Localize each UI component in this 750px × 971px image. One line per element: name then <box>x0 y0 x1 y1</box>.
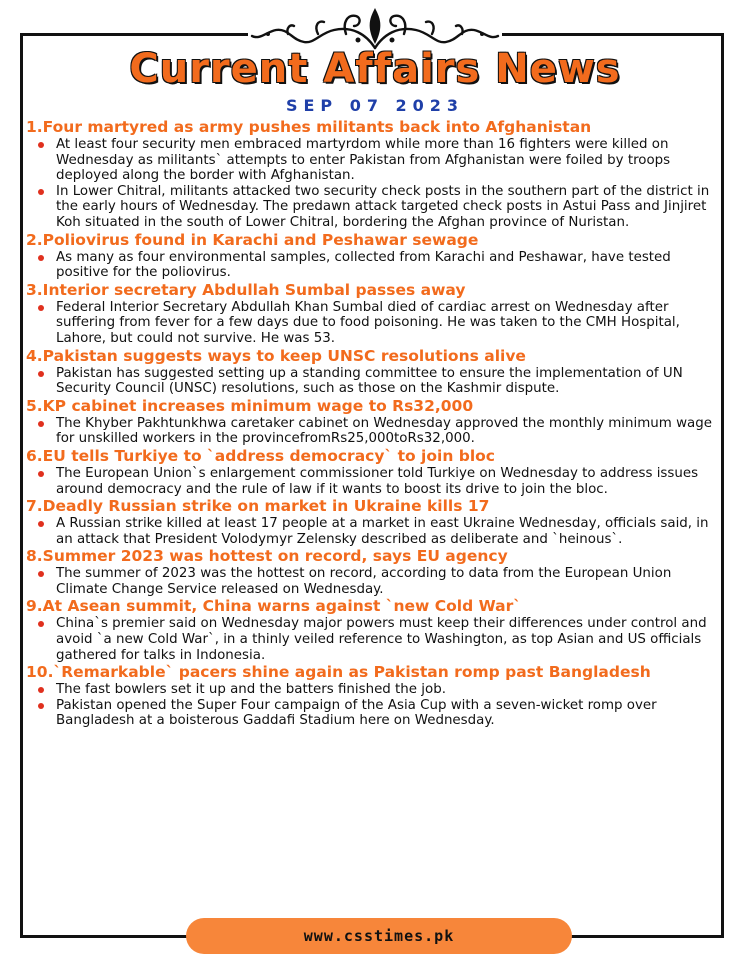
bullet-icon <box>38 621 44 627</box>
news-point: The fast bowlers set it up and the batters finished the job. <box>56 682 446 698</box>
news-headline: 5.KP cabinet increases minimum wage to Rs32,000 <box>26 396 474 415</box>
bullet-icon <box>38 142 44 148</box>
news-list <box>26 118 720 729</box>
page-title: Current Affairs News <box>129 46 621 92</box>
news-headline: 10.`Remarkable` pacers shine again as Pakistan romp past Bangladesh <box>26 663 651 682</box>
bullet-icon <box>38 189 44 195</box>
news-point: The European Union`s enlargement commissioner told Turkiye on Wednesday to address issues around democracy and the rule of law if it wants to boost its drive to join the bloc. <box>56 465 699 497</box>
news-item-6 <box>26 447 720 497</box>
list-item <box>26 516 720 547</box>
list-item <box>26 250 720 281</box>
news-item-5 <box>26 397 720 447</box>
news-item-9 <box>26 597 720 663</box>
news-item-4 <box>26 347 720 397</box>
news-point: The summer of 2023 was the hottest on record, according to data from the European Union Climate Change Service released on Wednesday. <box>56 566 672 597</box>
news-point: Pakistan opened the Super Four campaign of the Asia Cup with a seven-wicket romp over Bangladesh at a boisterous Gaddafi Stadium here on Wednesday. <box>56 697 657 729</box>
bullet-icon <box>38 521 44 527</box>
bullet-icon <box>38 703 44 709</box>
list-item <box>26 566 720 597</box>
list-item <box>26 416 720 447</box>
news-item-2 <box>26 231 720 281</box>
bullet-icon <box>38 305 44 311</box>
news-item-10 <box>26 663 720 729</box>
list-item <box>26 616 720 663</box>
flourish-ornament-icon <box>248 4 502 52</box>
list-item <box>26 698 720 729</box>
bullet-icon <box>38 471 44 477</box>
news-headline: 4.Pakistan suggests ways to keep UNSC resolutions alive <box>26 346 526 365</box>
news-headline: 8.Summer 2023 was hottest on record, says EU agency <box>26 547 508 566</box>
news-headline: 2.Poliovirus found in Karachi and Peshawar sewage <box>26 230 479 249</box>
news-item-3 <box>26 281 720 347</box>
bullet-icon <box>38 255 44 261</box>
news-item-7 <box>26 497 720 547</box>
news-point: The Khyber Pakhtunkhwa caretaker cabinet on Wednesday approved the monthly minimum wage for unskilled workers in the provincefromRs25,000toRs32,000. <box>56 415 712 447</box>
page-date: SEP 07 2023 <box>285 96 465 115</box>
news-point: As many as four environmental samples, collected from Karachi and Peshawar, have tested positive for the poliovirus. <box>56 249 671 281</box>
bullet-icon <box>38 421 44 427</box>
news-headline: 9.At Asean summit, China warns against `new Cold War` <box>26 597 521 616</box>
list-item <box>26 300 720 347</box>
news-point: A Russian strike killed at least 17 people at a market in east Ukraine Wednesday, officials said, in an attack that President Volodymyr Zelensky described as deliberate and `heinous`. <box>56 516 709 547</box>
list-item <box>26 682 720 698</box>
news-headline: 1.Four martyred as army pushes militants back into Afghanistan <box>26 118 592 136</box>
news-headline: 6.EU tells Turkiye to `address democracy` to join bloc <box>26 446 495 465</box>
news-point: China`s premier said on Wednesday major powers must keep their differences under control and avoid `a new Cold War`, in a thinly veiled reference to Washington, as top Asian and US officials gathered for talks in Indonesia. <box>56 616 707 663</box>
news-headline: 3.Interior secretary Abdullah Sumbal passes away <box>26 280 466 299</box>
news-point: Pakistan has suggested setting up a standing committee to ensure the implementation of UN Security Council (UNSC) resolutions, such as those on the Kashmir dispute. <box>56 365 683 397</box>
website-link[interactable]: www.csstimes.pk <box>186 918 572 954</box>
news-item-1 <box>26 118 720 231</box>
bullet-icon <box>38 571 44 577</box>
news-headline: 7.Deadly Russian strike on market in Ukraine kills 17 <box>26 497 490 516</box>
news-point: At least four security men embraced martyrdom while more than 16 fighters were killed on Wednesday as militants` attempts to enter Pakistan from Afghanistan were foiled by troops deployed along the border with Afghanistan. <box>56 137 671 184</box>
bullet-icon <box>38 371 44 377</box>
list-item <box>26 466 720 497</box>
bullet-icon <box>38 687 44 693</box>
news-item-8 <box>26 547 720 597</box>
news-point: In Lower Chitral, militants attacked two security check posts in the southern part of the district in the early hours of Wednesday. The predawn attack targeted check posts in Astui Pass and Jinjiret Koh situated in the south of Lower Chitral, bordering the Afghan province of Nuristan. <box>56 183 710 230</box>
list-item <box>26 366 720 397</box>
list-item <box>26 137 720 184</box>
news-point: Federal Interior Secretary Abdullah Khan Sumbal died of cardiac arrest on Wednesday after suffering from fever for a few days due to food poisoning. He was taken to the CMH Hospital, Lahore, but could not survive. He was 53. <box>56 299 680 346</box>
list-item <box>26 184 720 231</box>
